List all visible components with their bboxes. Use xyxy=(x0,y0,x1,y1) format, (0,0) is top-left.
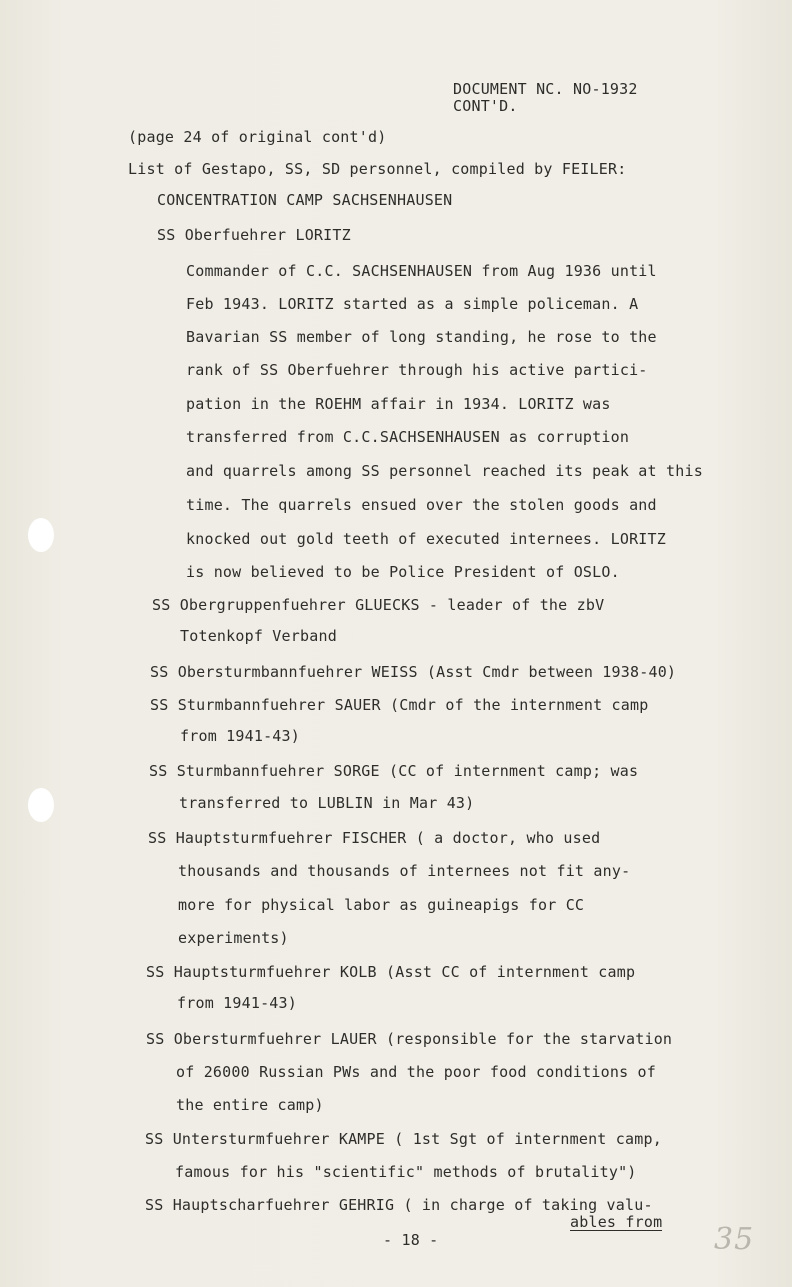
entry-sauer: SS Sturmbannfuehrer SAUER (Cmdr of the internment camp xyxy=(150,696,649,714)
paragraph-line: time. The quarrels ensued over the stolen goods and xyxy=(186,496,657,514)
entry-continuation: Totenkopf Verband xyxy=(180,627,337,645)
entry-continuation: more for physical labor as guineapigs for CC xyxy=(178,896,585,914)
entry-continuation: of 26000 Russian PWs and the poor food conditions of xyxy=(176,1063,656,1081)
entry-gehrig: SS Hauptscharfuehrer GEHRIG ( in charge of taking valu- xyxy=(145,1196,653,1214)
document-number: DOCUMENT NC. NO-1932 xyxy=(453,80,638,98)
entry-continuation: the entire camp) xyxy=(176,1096,324,1114)
entry-continuation: from 1941-43) xyxy=(177,994,297,1012)
entry-continuation: famous for his "scientific" methods of brutality") xyxy=(175,1163,637,1181)
entry-continuation: from 1941-43) xyxy=(180,727,300,745)
entry-sorge: SS Sturmbannfuehrer SORGE (CC of internment camp; was xyxy=(149,762,639,780)
paragraph-line: is now believed to be Police President of OSLO. xyxy=(186,563,620,581)
continued-label: CONT'D. xyxy=(453,97,518,115)
entry-weiss: SS Obersturmbannfuehrer WEISS (Asst Cmdr between 1938-40) xyxy=(150,663,677,681)
punch-hole xyxy=(28,788,54,822)
entry-kolb: SS Hauptsturmfuehrer KOLB (Asst CC of internment camp xyxy=(146,963,636,981)
entry-continuation: experiments) xyxy=(178,929,289,947)
entry-continuation: transferred to LUBLIN in Mar 43) xyxy=(179,794,475,812)
entry-kampe: SS Untersturmfuehrer KAMPE ( 1st Sgt of internment camp, xyxy=(145,1130,662,1148)
paragraph-line: rank of SS Oberfuehrer through his active partici- xyxy=(186,361,648,379)
entry-continuation: thousands and thousands of internees not fit any- xyxy=(178,862,631,880)
paragraph-line: and quarrels among SS personnel reached its peak at this xyxy=(186,462,703,480)
list-title: List of Gestapo, SS, SD personnel, compiled by FEILER: xyxy=(128,160,627,178)
catchword-continuation: ables from xyxy=(570,1213,663,1231)
paragraph-line: knocked out gold teeth of executed internees. LORITZ xyxy=(186,530,666,548)
camp-heading: CONCENTRATION CAMP SACHSENHAUSEN xyxy=(157,191,453,209)
page-number: - 18 - xyxy=(383,1231,439,1249)
paragraph-line: transferred from C.C.SACHSENHAUSEN as corruption xyxy=(186,428,630,446)
paragraph-line: Bavarian SS member of long standing, he rose to the xyxy=(186,328,657,346)
paragraph-line: pation in the ROEHM affair in 1934. LORITZ was xyxy=(186,395,611,413)
page-reference: (page 24 of original cont'd) xyxy=(128,128,387,146)
punch-hole xyxy=(28,518,54,552)
entry-fischer: SS Hauptsturmfuehrer FISCHER ( a doctor, who used xyxy=(148,829,601,847)
entry-glueecks: SS Obergruppenfuehrer GLUECKS - leader of the zbV xyxy=(152,596,605,614)
entry-lauer: SS Obersturmfuehrer LAUER (responsible for the starvation xyxy=(146,1030,673,1048)
paragraph-line: Commander of C.C. SACHSENHAUSEN from Aug 1936 until xyxy=(186,262,657,280)
handwritten-page-number: 35 xyxy=(714,1222,755,1257)
entry-name-loritz: SS Oberfuehrer LORITZ xyxy=(157,226,351,244)
paragraph-line: Feb 1943. LORITZ started as a simple policeman. A xyxy=(186,295,639,313)
